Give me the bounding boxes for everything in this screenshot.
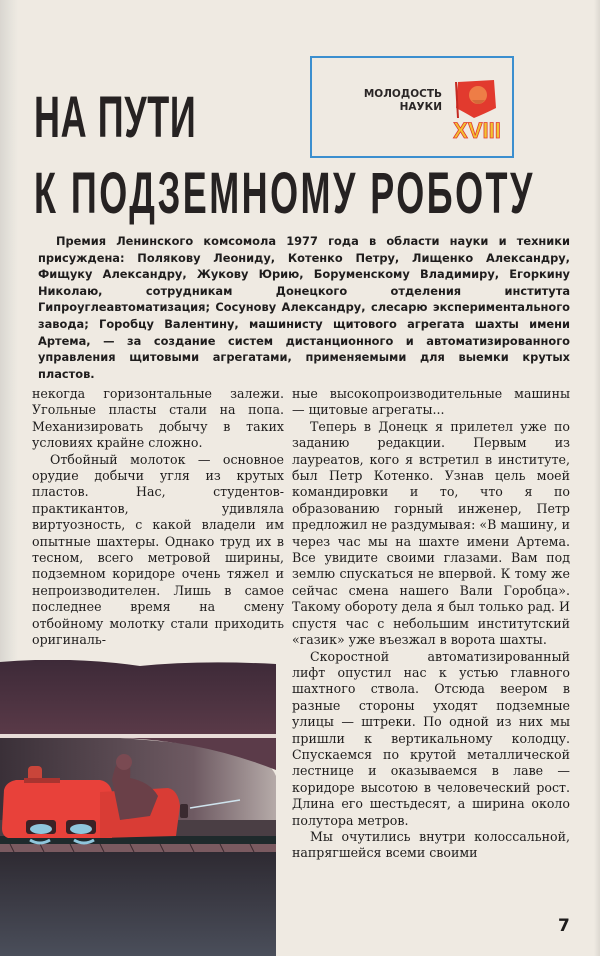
text-column-right [292, 386, 570, 862]
article-title-line-2: К ПОДЗЕМНОМУ РОБОТУ [34, 161, 535, 226]
paragraph: Отбойный молоток — основное орудие добычи угля из крутых пластов. Нас, студентов-практикантов, удивляла виртуозность, с какой владели им опытные шахтеры. Однако труд их в тесном, всего метровой ширины, подземном коридоре очень тяжел и непроизводителен. Лишь в самое последнее время на смену отбойному молотку стали приходить оригиналь- [32, 451, 284, 648]
rubric-label [332, 88, 442, 114]
rubric-line-1: МОЛОДОСТЬ [363, 88, 442, 100]
page-number: 7 [558, 916, 570, 936]
paragraph: Скоростной автоматизированный лифт опустил нас к устью главного шахтного ствола. Отсюда веером в разные стороны уходят подземные улицы — штреки. По одной из них мы пришли к вертикальному колодцу. Спускаемся по крутой металлической лестнице и оказываемся в лаве — коридоре высотою в человеческий рост. Длина его шестьдесят, а ширина около полутора метров. [292, 648, 570, 828]
intro-paragraph: Премия Ленинского комсомола 1977 года в области науки и техники присуждена: Полякову Леониду, Котенко Петру, Лищенко Александру, Фищуку Александру, Жукову Юрию, Боруменскому Владимиру, Егоркину Николаю, сотрудникам Донецкого отделения института Гипроуглеавтоматизация; Сосунову Александру, слесарю экспериментального завода; Горобцу Валентину, машинисту щитового агрегата шахты имени Артема, — за создание систем дистанционного и автоматизированного управления щитовыми агрегатами, применяемыми для выемки крутых пластов. [38, 234, 570, 381]
paragraph: некогда горизонтальные залежи. Угольные пласты стали на попа. Механизировать добычу в таких условиях крайне сложно. [32, 386, 284, 451]
komsomol-badge-icon [450, 78, 504, 142]
paragraph: Мы очутились внутри колоссальной, напрягшейся всеми своими [292, 828, 570, 861]
rubric-line-2: НАУКИ [399, 101, 442, 113]
text-column-left [32, 386, 284, 649]
page-edge [594, 0, 600, 956]
paragraph: ные высокопроизводительные машины — щитовые агрегаты... [292, 386, 570, 418]
mining-vehicle-illustration [0, 660, 276, 956]
article-title-line-1: НА ПУТИ [34, 85, 197, 150]
emblem-numeral: XVIII [453, 118, 501, 142]
rubric-badge [310, 56, 514, 158]
paragraph: Теперь в Донецк я прилетел уже по заданию редакции. Первым из лауреатов, кого я встретил в институте, был Петр Котенко. Узнав цель моей командировки и то, что я по образованию горный инженер, Петр предложил не раздумывая: «В машину, и через час мы на шахте имени Артема. Все увидите своими глазами. Вам под землю спускаться не впервой. К тому же сейчас смена нашего Вали Горобца». Такому обороту дела я был только рад. И спустя час с небольшим институтский «газик» уже въезжал в ворота шахты. [292, 418, 570, 648]
